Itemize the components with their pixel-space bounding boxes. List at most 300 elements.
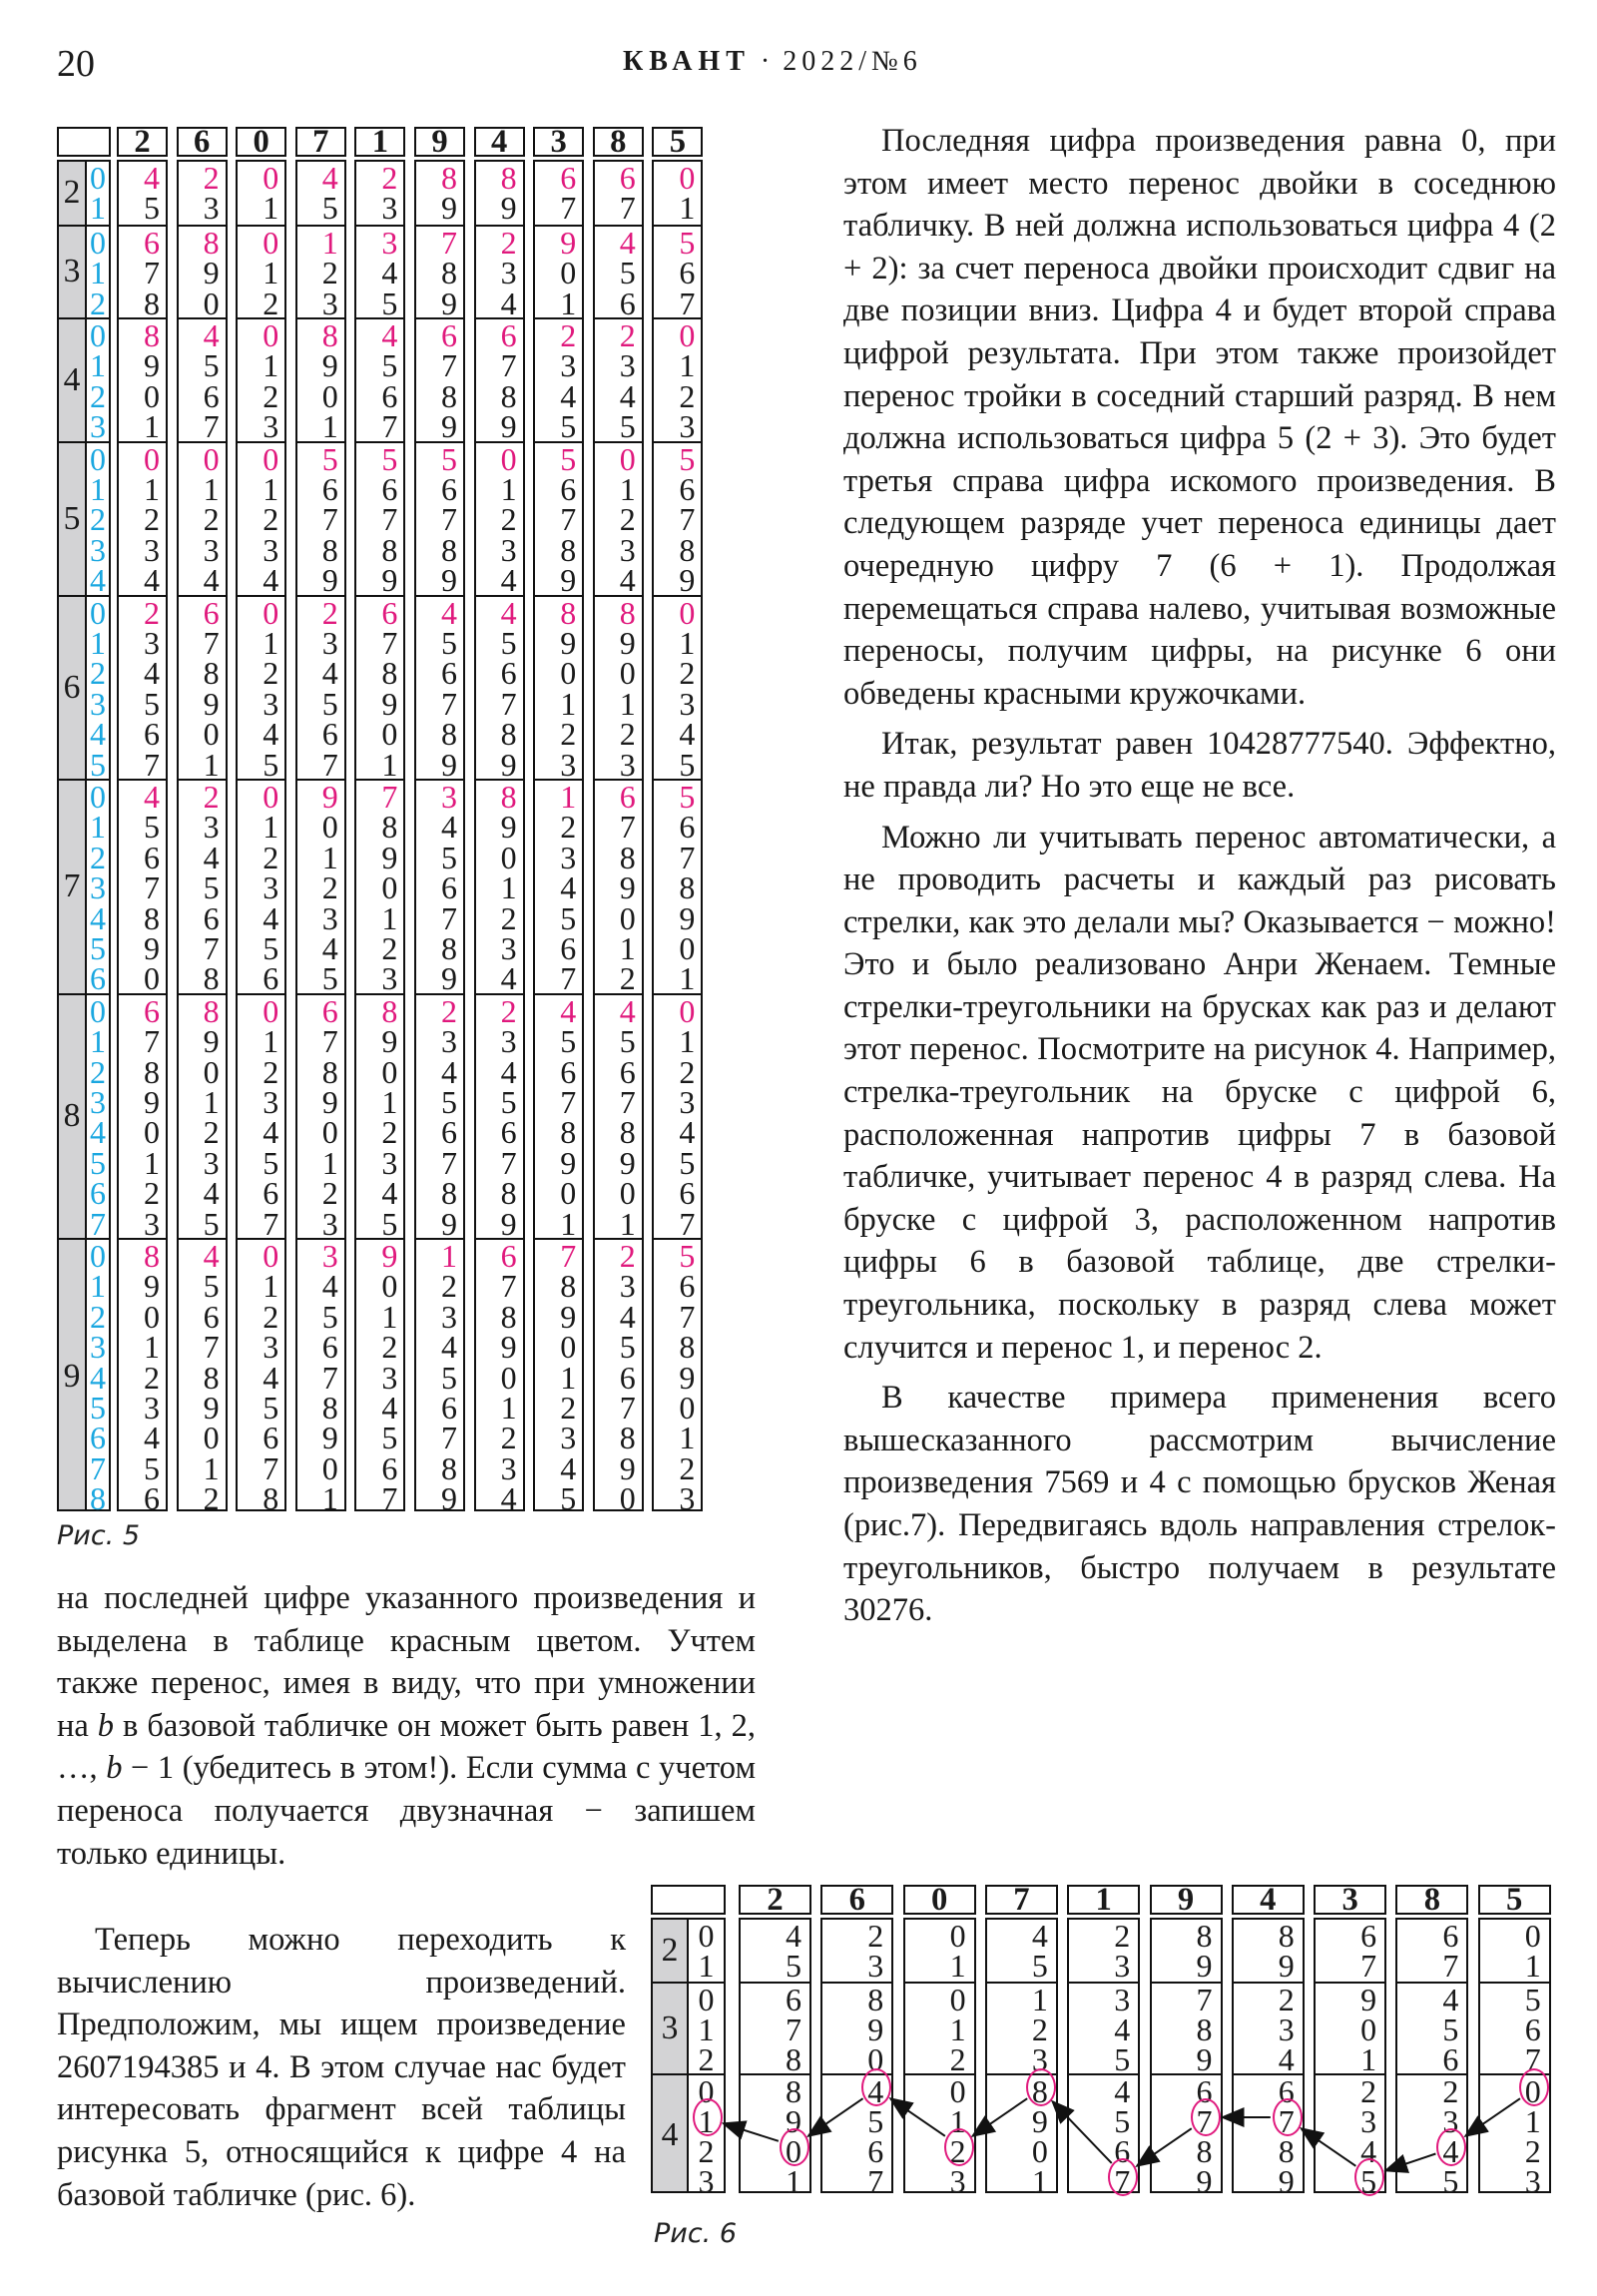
rod-group-x7 [179, 779, 226, 997]
rod-cell: 8 [867, 1982, 884, 2017]
rod-cell: 2 [619, 317, 636, 353]
rod-cell: 5 [321, 190, 338, 227]
rod-header: 0 [903, 1885, 976, 1915]
rod-cell: 8 [560, 1114, 577, 1151]
rod-cell: 7 [619, 809, 636, 846]
rod-cell: 0 [263, 594, 279, 631]
rod-cell: 1 [949, 2011, 966, 2047]
rod-cell: 2 [321, 594, 338, 631]
rod-cell: 8 [441, 930, 457, 966]
rod-cell: 3 [203, 1144, 220, 1181]
rod-cell: 6 [321, 1329, 338, 1366]
rod-group-x5 [595, 440, 642, 599]
rod-cell: 1 [619, 930, 636, 966]
rod-cell: 3 [203, 531, 220, 568]
rod-cell: 8 [1196, 2133, 1213, 2169]
rod-group-x8 [476, 992, 523, 1242]
rod-cell: 9 [381, 1023, 398, 1060]
rod-cell: 3 [1360, 2103, 1377, 2139]
carry-group [689, 1920, 724, 1982]
rod-cell: 1 [679, 347, 696, 384]
rod-group-x4 [476, 317, 523, 445]
figure-5-caption: Рис. 5 [57, 1520, 141, 1551]
circled-digit-0 [1519, 2068, 1549, 2109]
carry-value: 3 [90, 1329, 106, 1366]
rod-cell: 4 [1114, 2073, 1131, 2109]
rod-cell: 6 [203, 594, 220, 631]
header-blank-cell [57, 127, 111, 157]
rod-cell: 8 [441, 531, 457, 568]
rod-cell: 4 [263, 899, 279, 936]
rod-cell: 0 [1360, 2011, 1377, 2047]
rod-cell: 5 [321, 1298, 338, 1335]
rod-cell: 1 [263, 470, 279, 507]
rod-cell: 6 [144, 839, 160, 875]
rod-group-x9 [119, 1238, 166, 1517]
carry-column [87, 160, 111, 1517]
circled-digit-1 [693, 2098, 723, 2136]
rod-cell: 9 [203, 255, 220, 291]
rod-cell: 9 [500, 746, 517, 783]
rod-cell: 1 [381, 1083, 398, 1120]
multiplier-7: 7 [59, 779, 85, 993]
rod-cell: 6 [679, 255, 696, 291]
rod-header: 3 [1314, 1885, 1386, 1915]
rod-cell: 7 [441, 347, 457, 384]
rod-cell: 7 [1196, 2103, 1213, 2139]
rod-group-x3 [356, 224, 403, 321]
rod-cell: 1 [1031, 1982, 1048, 2017]
multiplier-column [57, 160, 87, 1511]
rod-cell: 1 [1524, 2103, 1541, 2139]
rod-body [117, 160, 168, 1517]
rod-cell: 9 [441, 1205, 457, 1242]
carry-column [689, 1918, 726, 2199]
rod-cell: 3 [321, 1205, 338, 1242]
carry-value: 1 [90, 347, 106, 384]
rod-9 [414, 124, 465, 1517]
rod-cell: 4 [381, 1175, 398, 1212]
rod-group-x8 [654, 992, 701, 1242]
rod-group-x9 [297, 1238, 344, 1517]
rod-header: 4 [474, 127, 525, 157]
rod-cell: 3 [321, 285, 338, 321]
rod-cell: 7 [263, 1449, 279, 1486]
rod-cell: 6 [619, 1053, 636, 1090]
rod-cell: 6 [381, 1449, 398, 1486]
rod-cell: 5 [560, 1480, 577, 1517]
rod-cell: 1 [679, 190, 696, 227]
rod-cell: 3 [1442, 2103, 1459, 2139]
rod-cell: 1 [619, 470, 636, 507]
carry-value: 0 [90, 224, 106, 261]
paragraph: В качестве примера применения всего вышесказанного рассмотрим вычисление произведения 7569 и 4 с помощью брусков Женая (рис.7). Передвигаясь вдоль направления стрелок-треугольников, быстро получаем в результате 30276. [843, 1380, 1556, 1629]
rod-group-x4 [595, 317, 642, 445]
rod-cell: 4 [1114, 2011, 1131, 2047]
rod-body [652, 160, 703, 1517]
rod-group-x3 [1069, 1982, 1138, 2077]
rod-cell: 9 [500, 1205, 517, 1242]
multiplier-6: 6 [59, 595, 85, 779]
rod-cell: 0 [381, 1053, 398, 1090]
rod-cell: 0 [144, 1114, 160, 1151]
rod-cell: 2 [1524, 2133, 1541, 2169]
rod-cell: 7 [1442, 1948, 1459, 1984]
carry-group [87, 440, 109, 599]
rod-4 [474, 124, 525, 1517]
rod-group-x6 [535, 594, 582, 783]
rod-cell: 6 [679, 1175, 696, 1212]
rod-cell: 0 [679, 992, 696, 1029]
rod-cell: 6 [441, 1114, 457, 1151]
rod-cell: 2 [500, 224, 517, 261]
multiplier-9: 9 [59, 1238, 85, 1513]
rod-cell: 7 [560, 190, 577, 227]
carry-value: 1 [90, 624, 106, 661]
rod-cell: 6 [441, 317, 457, 353]
rod-group-x3 [654, 224, 701, 321]
rod-cell: 6 [786, 1982, 801, 2017]
rod-group-x9 [416, 1238, 463, 1517]
rod-cell: 3 [560, 347, 577, 384]
rod-group-x6 [238, 594, 284, 783]
rod-cell: 5 [1524, 1982, 1541, 2017]
rod-cell: 7 [441, 685, 457, 722]
rod-cell: 0 [679, 317, 696, 353]
paragraph: Итак, результат равен 10428777540. Эффектно, не правда ли? Но это еще не все. [843, 726, 1556, 805]
rod-group-x9 [654, 1238, 701, 1517]
rod-group-x5 [654, 440, 701, 599]
rod-cell: 9 [441, 746, 457, 783]
rod-body [1314, 1918, 1386, 2199]
rod-cell: 2 [560, 809, 577, 846]
rod-group-x8 [595, 992, 642, 1242]
rod-cell: 2 [381, 160, 398, 196]
rod-cell: 5 [144, 1449, 160, 1486]
circled-digit-7 [1273, 2098, 1303, 2139]
rod-body [1150, 1918, 1223, 2199]
rod-cell: 6 [560, 1053, 577, 1090]
rod-cell: 0 [263, 160, 279, 196]
rod-cell: 5 [679, 224, 696, 261]
rod-body [1232, 1918, 1305, 2199]
rod-cell: 4 [1442, 2133, 1459, 2169]
rod-cell: 4 [1360, 2133, 1377, 2169]
rod-header: 9 [414, 127, 465, 157]
rod-group-x4 [535, 317, 582, 445]
rod-cell: 0 [321, 1114, 338, 1151]
rod-cell: 9 [619, 1144, 636, 1181]
rod-8 [593, 124, 644, 1517]
carry-value: 0 [698, 1918, 715, 1954]
rod-cell: 6 [321, 470, 338, 507]
rod-cell: 6 [144, 1480, 160, 1517]
carry-value: 3 [698, 2163, 715, 2199]
rod-cell: 3 [1524, 2163, 1541, 2199]
rod-cell: 1 [619, 685, 636, 722]
rod-cell: 3 [263, 531, 279, 568]
rod-cell: 5 [381, 347, 398, 384]
rod-cell: 3 [144, 624, 160, 661]
rod-cell: 0 [203, 1053, 220, 1090]
rod-cell: 5 [441, 1359, 457, 1396]
rod-cell: 9 [1031, 2103, 1048, 2139]
rod-body [354, 160, 405, 1517]
carry-value: 1 [90, 470, 106, 507]
rod-cell: 1 [144, 408, 160, 445]
rod-cell: 3 [321, 1238, 338, 1274]
rod-group-x3 [987, 1982, 1056, 2077]
rod-cell: 3 [619, 746, 636, 783]
rod-cell: 0 [144, 1298, 160, 1335]
rod-cell: 6 [619, 160, 636, 196]
left-column-text [57, 1577, 756, 1875]
rod-cell: 0 [321, 377, 338, 414]
rod-cell: 5 [441, 624, 457, 661]
rod-cell: 4 [144, 1420, 160, 1456]
rod-cell: 0 [560, 1175, 577, 1212]
rod-cell: 8 [441, 377, 457, 414]
rod-cell: 3 [441, 1023, 457, 1060]
rod-cell: 3 [263, 685, 279, 722]
carry-value: 4 [90, 899, 106, 936]
carry-value: 0 [90, 440, 106, 477]
rod-cell: 6 [500, 1238, 517, 1274]
rod-group-x9 [238, 1238, 284, 1517]
rod-cell: 7 [144, 869, 160, 906]
rod-6 [820, 1882, 893, 2199]
rod-cell: 6 [560, 160, 577, 196]
rod-cell: 5 [560, 408, 577, 445]
left-column-text-lower [57, 1919, 626, 2216]
rod-cell: 5 [560, 899, 577, 936]
figure-6-caption: Рис. 6 [654, 2218, 738, 2249]
rod-cell: 1 [321, 1480, 338, 1517]
rod-cell: 9 [1278, 2163, 1295, 2199]
rod-group-x2 [356, 162, 403, 225]
rod-cell: 2 [560, 1390, 577, 1426]
rod-group-x6 [654, 594, 701, 783]
rod-group-x4 [654, 317, 701, 445]
rod-cell: 3 [500, 531, 517, 568]
rod-group-x8 [179, 992, 226, 1242]
rod-group-x4 [238, 317, 284, 445]
rod-cell: 4 [1442, 1982, 1459, 2017]
rod-cell: 8 [679, 1329, 696, 1366]
rod-cell: 5 [263, 930, 279, 966]
rod-cell: 2 [263, 1298, 279, 1335]
rod-cell: 1 [381, 746, 398, 783]
rod-header: 5 [652, 127, 703, 157]
rod-group-x2 [822, 1920, 891, 1982]
carry-value: 2 [698, 2133, 715, 2169]
rod-cell: 6 [203, 1298, 220, 1335]
carry-value: 1 [90, 255, 106, 291]
rod-group-x5 [356, 440, 403, 599]
rod-cell: 1 [619, 1205, 636, 1242]
rod-cell: 4 [1031, 1918, 1048, 1954]
rod-cell: 8 [560, 594, 577, 631]
rod-header: 9 [1150, 1885, 1223, 1915]
carry-value: 1 [90, 809, 106, 846]
rod-cell: 2 [560, 716, 577, 753]
rod-cell: 3 [619, 531, 636, 568]
rod-cell: 1 [679, 1023, 696, 1060]
rod-cell: 2 [679, 377, 696, 414]
rod-cell: 6 [263, 1175, 279, 1212]
rod-body [177, 160, 228, 1517]
rod-cell: 2 [441, 1268, 457, 1305]
rod-cell: 2 [949, 2133, 966, 2169]
rod-cell: 7 [321, 1023, 338, 1060]
rod-cell: 0 [263, 1238, 279, 1274]
rod-cell: 5 [263, 1390, 279, 1426]
rod-cell: 3 [203, 190, 220, 227]
rod-header: 1 [1067, 1885, 1140, 1915]
rod-cell: 8 [381, 809, 398, 846]
carry-group [87, 317, 109, 445]
rod-cell: 1 [321, 1144, 338, 1181]
rod-cell: 4 [1278, 2041, 1295, 2077]
rod-cell: 2 [679, 1053, 696, 1090]
rod-group-x5 [179, 440, 226, 599]
rod-cell: 2 [263, 655, 279, 692]
rod-group-x2 [238, 162, 284, 225]
rod-cell: 1 [786, 2163, 801, 2199]
rod-cell: 5 [560, 440, 577, 477]
carry-value: 6 [90, 960, 106, 997]
running-head [623, 46, 922, 78]
rod-cell: 1 [500, 470, 517, 507]
rod-cell: 5 [144, 190, 160, 227]
rod-cell: 8 [1196, 1918, 1213, 1954]
rod-cell: 8 [1278, 2133, 1295, 2169]
header-blank-cell [651, 1885, 726, 1915]
carry-value: 4 [90, 1114, 106, 1151]
rod-cell: 1 [500, 869, 517, 906]
rod-group-x9 [476, 1238, 523, 1517]
rod-cell: 6 [679, 809, 696, 846]
rod-cell: 2 [381, 930, 398, 966]
rod-cell: 9 [381, 685, 398, 722]
rod-cell: 5 [619, 1023, 636, 1060]
rod-cell: 4 [500, 1480, 517, 1517]
rod-cell: 4 [560, 992, 577, 1029]
rod-cell: 1 [321, 839, 338, 875]
rod-cell: 3 [263, 869, 279, 906]
rod-cell: 5 [786, 1948, 801, 1984]
rod-cell: 6 [441, 470, 457, 507]
rod-cell: 8 [203, 224, 220, 261]
rod-group-x6 [119, 594, 166, 783]
rod-group-x7 [416, 779, 463, 997]
rod-cell: 5 [381, 440, 398, 477]
rod-cell: 8 [560, 531, 577, 568]
carry-value: 0 [698, 2073, 715, 2109]
rod-cell: 1 [144, 470, 160, 507]
rod-cell: 4 [144, 562, 160, 599]
rod-cell: 6 [619, 1359, 636, 1396]
rod-cell: 9 [1196, 2041, 1213, 2077]
rod-cell: 5 [263, 746, 279, 783]
rod-cell: 4 [203, 562, 220, 599]
rod-cell: 5 [203, 869, 220, 906]
circled-digit-7 [1191, 2098, 1221, 2139]
rod-cell: 6 [144, 716, 160, 753]
rod-cell: 3 [381, 960, 398, 997]
rod-cell: 0 [560, 255, 577, 291]
rod-cell: 2 [263, 501, 279, 538]
carry-value: 2 [698, 2041, 715, 2077]
rod-cell: 7 [619, 1390, 636, 1426]
rod-cell: 6 [203, 899, 220, 936]
multiplier-2: 2 [63, 174, 81, 212]
rod-cell: 0 [619, 1480, 636, 1517]
rod-cell: 5 [679, 440, 696, 477]
rod-cell: 9 [1278, 1948, 1295, 1984]
rod-cell: 5 [1442, 2011, 1459, 2047]
rod-cell: 3 [560, 1420, 577, 1456]
rod-cell: 7 [203, 930, 220, 966]
rod-cell: 2 [500, 501, 517, 538]
rod-group-x3 [476, 224, 523, 321]
rod-cell: 3 [949, 2163, 966, 2199]
rod-group-x7 [535, 779, 582, 997]
rod-cell: 8 [381, 992, 398, 1029]
rod-cell: 3 [1031, 2041, 1048, 2077]
rod-group-x4 [416, 317, 463, 445]
rod-cell: 8 [441, 1175, 457, 1212]
rod-cell: 3 [1114, 1982, 1131, 2017]
rod-group-x2 [1069, 1920, 1138, 1982]
rod-cell: 7 [203, 624, 220, 661]
rod-cell: 9 [560, 1144, 577, 1181]
rod-cell: 2 [441, 992, 457, 1029]
rod-cell: 0 [381, 869, 398, 906]
rod-cell: 2 [203, 1114, 220, 1151]
carry-value: 0 [90, 317, 106, 353]
rod-cell: 7 [679, 501, 696, 538]
rod-cell: 6 [679, 1268, 696, 1305]
rod-cell: 6 [560, 470, 577, 507]
rod-9 [1150, 1882, 1223, 2199]
carry-group [87, 992, 109, 1242]
rod-group-x6 [356, 594, 403, 783]
rod-cell: 7 [500, 685, 517, 722]
multiplier-column [651, 1918, 689, 2193]
rod-cell: 9 [560, 224, 577, 261]
rod-cell: 9 [619, 869, 636, 906]
rod-group-x7 [595, 779, 642, 997]
rod-cell: 8 [786, 2073, 801, 2109]
rod-cell: 1 [263, 1268, 279, 1305]
rod-cell: 8 [500, 1175, 517, 1212]
rod-cell: 1 [560, 1359, 577, 1396]
rod-cell: 0 [321, 809, 338, 846]
circled-digit-7 [1108, 2158, 1138, 2199]
rod-cell: 9 [441, 562, 457, 599]
rod-group-x9 [179, 1238, 226, 1517]
rod-cell: 3 [381, 1144, 398, 1181]
carry-value: 1 [698, 1948, 715, 1984]
rod-cell: 0 [619, 899, 636, 936]
rod-group-x5 [535, 440, 582, 599]
rod-cell: 1 [1031, 2163, 1048, 2199]
rod-cell: 9 [619, 1449, 636, 1486]
rod-cell: 2 [1442, 2073, 1459, 2109]
rod-cell: 2 [144, 594, 160, 631]
multiplier-3: 3 [653, 1982, 687, 2073]
